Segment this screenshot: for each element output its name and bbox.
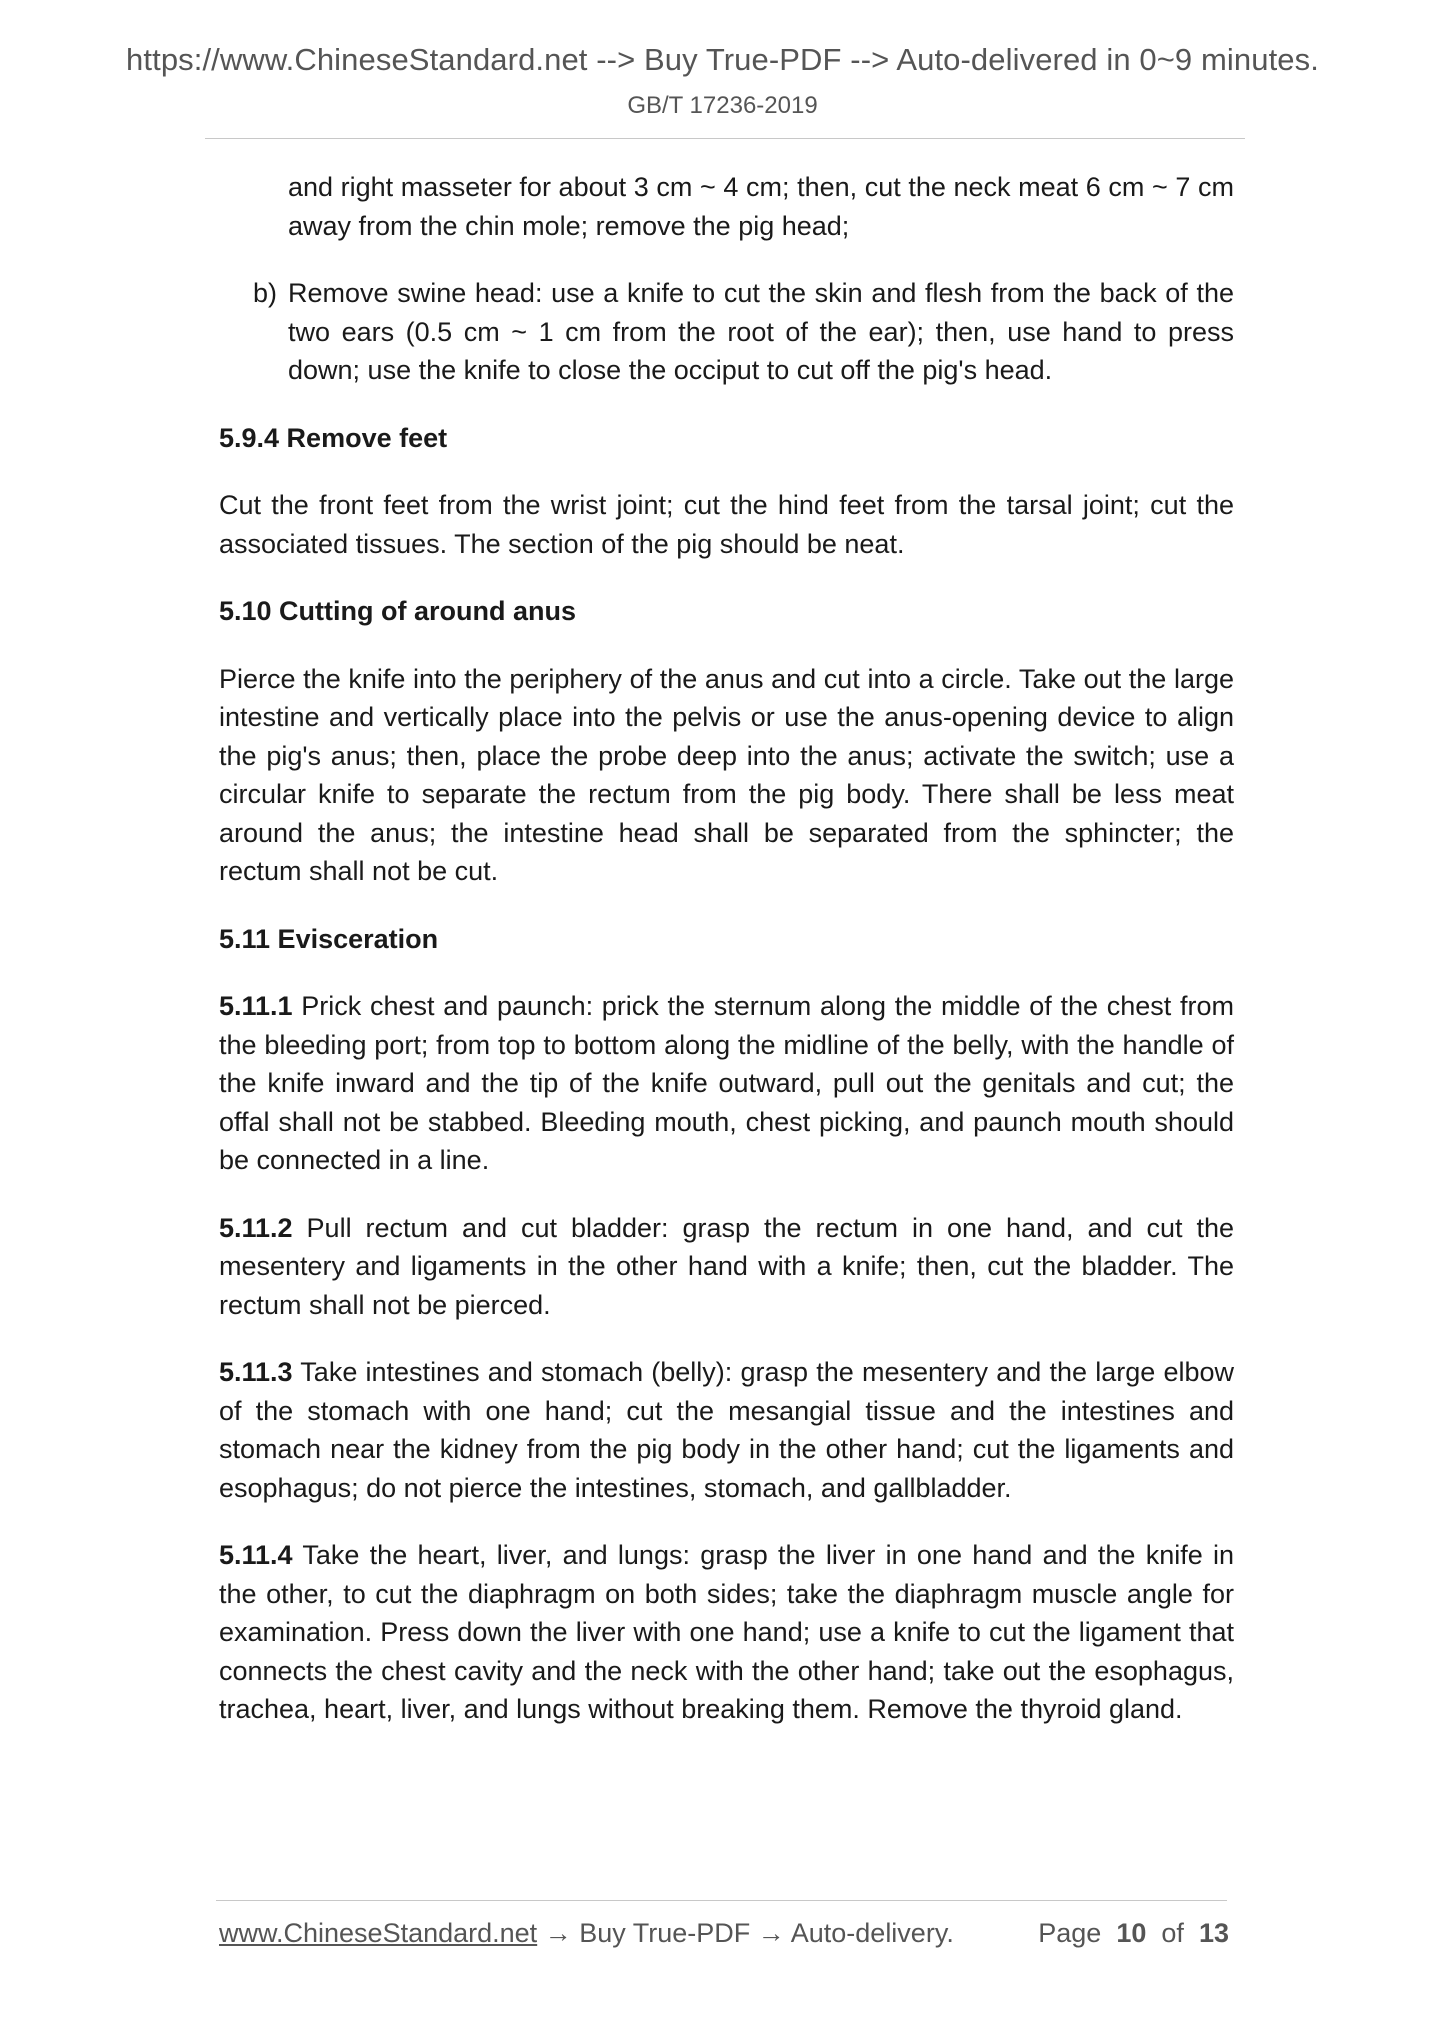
heading-5-11: 5.11 Evisceration [219,923,439,954]
header-banner: https://www.ChineseStandard.net --> Buy True-PDF --> Auto-delivered in 0~9 minutes. [126,42,1319,77]
footer-website-link[interactable]: www.ChineseStandard.net [219,1918,538,1948]
paragraph-5-10: Pierce the knife into the periphery of the anus and cut into a circle. Take out the large intestine and vertically place into the pelvis or use the anus-opening device to align the pig's anus; then, place the probe deep into the anus; activate the switch; use a circular knife to separate the rectum from the pig body. There shall be less meat around the anus; the intestine head shall be separated from the sphincter; the rectum shall not be cut. [219,663,1234,886]
header-divider [205,138,1245,139]
page-label: Page [1038,1918,1102,1948]
clause-text: Take intestines and stomach (belly): grasp the mesentery and the large elbow of the stomach with one hand; cut the mesangial tissue and the intestines and stomach near the kidney from the pig body in the other hand; cut the ligaments and esophagus; do not pierce the intestines, stomach, and gallbladder. [219,1357,1234,1503]
document-id: GB/T 17236-2019 [627,92,818,119]
clause-text: Pull rectum and cut bladder: grasp the rectum in one hand, and cut the mesentery and ligaments in the other hand with a knife; then, cut the bladder. The rectum shall not be pierced. [219,1212,1234,1320]
paragraph-5-11-2 [219,1209,1234,1325]
clause-number: 5.11.2 [219,1212,293,1243]
continuation-paragraph: and right masseter for about 3 cm ~ 4 cm; then, cut the neck meat 6 cm ~ 7 cm away from the chin mole; remove the pig head; [288,172,1234,241]
paragraph-5-9-4: Cut the front feet from the wrist joint; cut the hind feet from the tarsal joint; cut the associated tissues. The section of the pig should be neat. [219,490,1234,559]
list-item-text: Remove swine head: use a knife to cut the skin and flesh from the back of the two ears (0.5 cm ~ 1 cm from the root of the ear); then, use hand to press down; use the knife to close the occiput to cut off the pig's head. [288,278,1234,385]
footer-divider [216,1900,1227,1901]
clause-number: 5.11.1 [219,991,293,1021]
heading-5-9-4: 5.9.4 Remove feet [219,422,448,453]
page-total: 13 [1198,1918,1229,1948]
footer-tagline: → Buy True-PDF → Auto-delivery. [537,1918,954,1948]
clause-text: Take the heart, liver, and lungs: grasp the liver in one hand and the knife in the other, to cut the diaphragm on both sides; take the diaphragm muscle angle for examination. Press down the liver with one hand; use a knife to cut the ligament that connects the chest cavity and the neck with the other hand; take out the esophagus, trachea, heart, liver, and lungs without breaking them. Remove the thyroid gland. [219,1540,1235,1724]
paragraph-5-11-1 [219,987,1234,1180]
clause-number: 5.11.4 [219,1540,293,1570]
clause-number: 5.11.3 [219,1357,293,1387]
clause-text: Prick chest and paunch: prick the sternum along the middle of the chest from the bleeding port; from top to bottom along the midline of the belly, with the handle of the knife inward and the tip of the knife outward, pull out the genitals and cut; the offal shall not be stabbed. Bleeding mouth, chest picking, and paunch mouth should be connected in a line. [219,991,1234,1175]
heading-5-10: 5.10 Cutting of around anus [219,596,577,626]
page-content [219,168,1234,1758]
list-marker: b) [253,278,278,308]
footer-left [219,1918,954,1949]
page-number [1038,1918,1229,1949]
paragraph-5-11-3 [219,1353,1234,1507]
paragraph-5-11-4 [219,1536,1234,1729]
list-item-b [219,274,1234,390]
page-current: 10 [1116,1918,1147,1948]
page-of: of [1161,1918,1184,1948]
